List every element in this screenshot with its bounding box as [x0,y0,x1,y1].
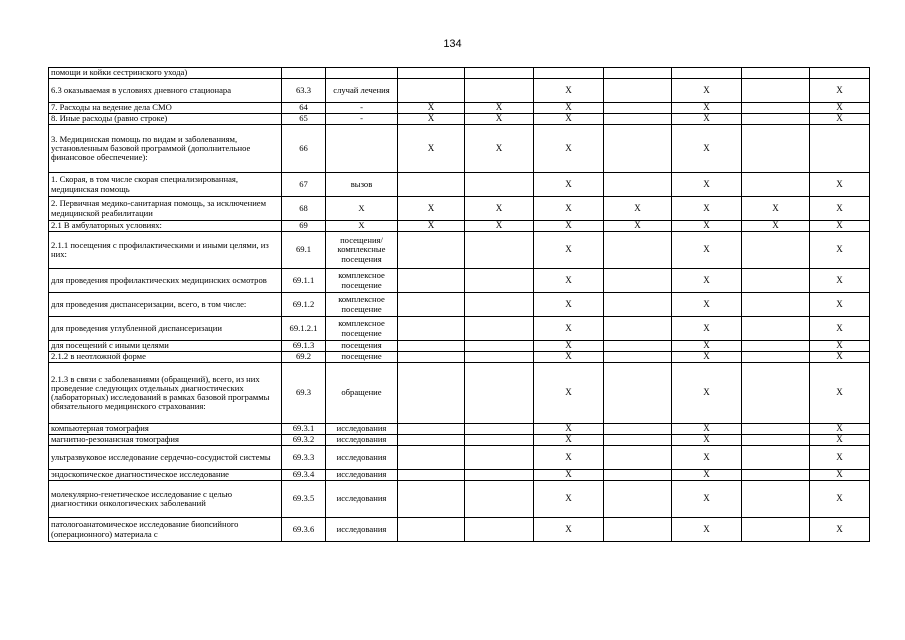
value-cell: X [672,424,742,435]
value-cell: X [742,197,810,221]
row-unit-cell [326,125,398,173]
value-cell: X [810,232,870,269]
table-row [49,352,870,363]
value-cell [742,114,810,125]
row-code-cell: 67 [282,173,326,197]
table-row [49,518,870,542]
value-cell: X [534,79,604,103]
row-name-cell: 1. Скорая, в том числе скорая специализированная, медицинская помощь [49,173,282,197]
value-cell [398,518,465,542]
value-cell [604,424,672,435]
row-unit-cell: исследования [326,424,398,435]
table-row [49,470,870,481]
row-unit-cell: посещения/комплексные посещения [326,232,398,269]
value-cell [398,435,465,446]
row-code-cell: 66 [282,125,326,173]
value-cell: X [672,363,742,424]
value-cell: X [534,352,604,363]
value-cell: X [465,114,534,125]
row-code-cell: 69.3.1 [282,424,326,435]
value-cell [398,481,465,518]
value-cell [465,68,534,79]
value-cell: X [534,317,604,341]
value-cell: X [810,317,870,341]
value-cell: X [534,232,604,269]
value-cell [604,114,672,125]
row-code-cell: 69.3.6 [282,518,326,542]
value-cell [742,68,810,79]
value-cell [465,341,534,352]
value-cell [810,68,870,79]
value-cell [465,232,534,269]
row-name-cell: 2.1.2 в неотложной форме [49,352,282,363]
row-name-cell: эндоскопическое диагностическое исследование [49,470,282,481]
value-cell: X [810,446,870,470]
value-cell [810,125,870,173]
table-row [49,68,870,79]
row-name-cell: 2.1.1 посещения с профилактическими и иными целями, из них: [49,232,282,269]
row-unit-cell: вызов [326,173,398,197]
value-cell [465,435,534,446]
value-cell: X [534,424,604,435]
value-cell [604,173,672,197]
row-name-cell: ультразвуковое исследование сердечно-сосудистой системы [49,446,282,470]
value-cell [742,518,810,542]
value-cell [398,232,465,269]
row-unit-cell: посещения [326,341,398,352]
value-cell: X [672,446,742,470]
value-cell [534,68,604,79]
value-cell: X [672,317,742,341]
value-cell: X [672,352,742,363]
data-table [48,67,870,542]
row-name-cell: для проведения углубленной диспансеризации [49,317,282,341]
row-unit-cell: исследования [326,446,398,470]
row-code-cell: 63.3 [282,79,326,103]
value-cell [604,446,672,470]
table-row [49,232,870,269]
value-cell: X [604,221,672,232]
row-code-cell: 69.3.2 [282,435,326,446]
value-cell [742,352,810,363]
value-cell: X [742,221,810,232]
value-cell [604,352,672,363]
value-cell: X [810,341,870,352]
value-cell: X [810,221,870,232]
value-cell [742,424,810,435]
table-row [49,363,870,424]
value-cell: X [810,197,870,221]
row-code-cell: 65 [282,114,326,125]
value-cell: X [810,79,870,103]
value-cell [672,68,742,79]
value-cell [604,341,672,352]
row-unit-cell [326,68,398,79]
value-cell: X [534,446,604,470]
table-row [49,293,870,317]
value-cell [465,481,534,518]
value-cell [742,269,810,293]
row-unit-cell: посещение [326,352,398,363]
value-cell [398,68,465,79]
value-cell [398,352,465,363]
row-unit-cell: комплексное посещение [326,293,398,317]
value-cell [398,269,465,293]
row-name-cell: 8. Иные расходы (равно строке) [49,114,282,125]
row-name-cell: для посещений с иными целями [49,341,282,352]
value-cell [604,481,672,518]
value-cell: X [810,114,870,125]
value-cell: X [398,103,465,114]
value-cell: X [672,173,742,197]
value-cell: X [672,435,742,446]
row-name-cell: 2.1.3 в связи с заболеваниями (обращений), всего, из них проведение следующих отдельных диагностических (лабораторных) исследований в рамках базовой программы обязательного медицинского страхования: [49,363,282,424]
value-cell [398,363,465,424]
value-cell [465,79,534,103]
row-name-cell: 2. Первичная медико-санитарная помощь, за исключением медицинской реабилитации [49,197,282,221]
value-cell [742,317,810,341]
value-cell: X [810,103,870,114]
value-cell [742,79,810,103]
value-cell: X [534,363,604,424]
value-cell [398,341,465,352]
value-cell: X [534,173,604,197]
value-cell [742,341,810,352]
value-cell: X [672,79,742,103]
value-cell: X [534,341,604,352]
value-cell: X [672,341,742,352]
value-cell [742,481,810,518]
value-cell [604,470,672,481]
value-cell [742,470,810,481]
value-cell: X [672,232,742,269]
table-row [49,481,870,518]
value-cell [742,103,810,114]
row-code-cell: 69.1.1 [282,269,326,293]
row-name-cell: компьютерная томография [49,424,282,435]
value-cell: X [672,197,742,221]
row-unit-cell: исследования [326,481,398,518]
value-cell [465,424,534,435]
table-row [49,341,870,352]
row-unit-cell: - [326,103,398,114]
row-code-cell: 69.1.3 [282,341,326,352]
table-row [49,173,870,197]
value-cell: X [534,518,604,542]
value-cell [465,470,534,481]
table-row [49,446,870,470]
row-unit-cell: комплексное посещение [326,317,398,341]
row-unit-cell: обращение [326,363,398,424]
value-cell: X [398,197,465,221]
value-cell: X [672,293,742,317]
row-unit-cell: - [326,114,398,125]
row-unit-cell: X [326,221,398,232]
table-row [49,221,870,232]
row-code-cell: 69.1 [282,232,326,269]
value-cell [465,352,534,363]
table-row [49,114,870,125]
row-name-cell: для проведения диспансеризации, всего, в том числе: [49,293,282,317]
value-cell [398,173,465,197]
value-cell: X [465,221,534,232]
value-cell: X [810,481,870,518]
value-cell: X [398,125,465,173]
value-cell [465,363,534,424]
row-code-cell: 69.3.5 [282,481,326,518]
value-cell: X [810,352,870,363]
table-row [49,435,870,446]
value-cell [465,317,534,341]
value-cell: X [398,114,465,125]
row-name-cell: 6.3 оказываемая в условиях дневного стационара [49,79,282,103]
row-code-cell: 69.3 [282,363,326,424]
value-cell: X [810,293,870,317]
row-name-cell: патологоанатомическое исследование биопсийного (операционного) материала с [49,518,282,542]
value-cell: X [604,197,672,221]
row-code-cell: 69.3.3 [282,446,326,470]
row-code-cell: 69.1.2.1 [282,317,326,341]
value-cell: X [465,197,534,221]
value-cell: X [810,173,870,197]
value-cell [742,293,810,317]
value-cell: X [810,424,870,435]
value-cell: X [672,470,742,481]
row-unit-cell: комплексное посещение [326,269,398,293]
value-cell [465,446,534,470]
value-cell: X [672,221,742,232]
row-code-cell: 64 [282,103,326,114]
value-cell [604,317,672,341]
row-unit-cell: исследования [326,518,398,542]
value-cell: X [534,103,604,114]
value-cell: X [672,269,742,293]
row-code-cell: 69.2 [282,352,326,363]
value-cell: X [810,518,870,542]
value-cell: X [534,197,604,221]
value-cell [742,125,810,173]
value-cell: X [465,103,534,114]
value-cell [604,269,672,293]
row-code-cell: 68 [282,197,326,221]
row-name-cell: молекулярно-генетическое исследование с целью диагностики онкологических заболеваний [49,481,282,518]
value-cell [742,435,810,446]
row-code-cell: 69.1.2 [282,293,326,317]
value-cell: X [465,125,534,173]
row-unit-cell: исследования [326,435,398,446]
row-name-cell: для проведения профилактических медицинских осмотров [49,269,282,293]
value-cell [398,79,465,103]
value-cell [604,363,672,424]
value-cell: X [810,269,870,293]
value-cell [604,68,672,79]
value-cell [465,293,534,317]
value-cell [604,435,672,446]
value-cell: X [672,114,742,125]
value-cell [604,518,672,542]
value-cell: X [534,221,604,232]
value-cell [742,232,810,269]
value-cell [742,363,810,424]
value-cell [604,103,672,114]
value-cell: X [534,470,604,481]
row-unit-cell: X [326,197,398,221]
value-cell: X [672,518,742,542]
table-row [49,79,870,103]
value-cell [604,79,672,103]
value-cell [604,232,672,269]
row-name-cell: 3. Медицинская помощь по видам и заболеваниям, установленным базовой программой (дополнительное финансовое обеспечение): [49,125,282,173]
value-cell: X [534,481,604,518]
value-cell: X [398,221,465,232]
value-cell [398,470,465,481]
value-cell [604,293,672,317]
row-code-cell [282,68,326,79]
row-code-cell: 69.3.4 [282,470,326,481]
table-row [49,317,870,341]
value-cell [742,173,810,197]
value-cell [742,446,810,470]
row-unit-cell: случай лечения [326,79,398,103]
row-name-cell: магнитно-резонансная томография [49,435,282,446]
table-body [49,68,870,542]
value-cell: X [672,481,742,518]
page-number: 134 [443,38,462,50]
value-cell [398,446,465,470]
value-cell: X [534,435,604,446]
value-cell: X [810,363,870,424]
row-name-cell: 2.1 В амбулаторных условиях: [49,221,282,232]
value-cell: X [672,103,742,114]
row-code-cell: 69 [282,221,326,232]
value-cell [398,293,465,317]
value-cell [465,173,534,197]
table-row [49,197,870,221]
value-cell [398,317,465,341]
value-cell: X [534,125,604,173]
table-row [49,269,870,293]
value-cell: X [534,293,604,317]
value-cell [604,125,672,173]
value-cell: X [672,125,742,173]
value-cell: X [534,269,604,293]
value-cell: X [810,470,870,481]
value-cell: X [534,114,604,125]
row-name-cell: помощи и койки сестринского ухода) [49,68,282,79]
value-cell: X [810,435,870,446]
table-row [49,125,870,173]
row-name-cell: 7. Расходы на ведение дела СМО [49,103,282,114]
table-row [49,424,870,435]
value-cell [398,424,465,435]
value-cell [465,518,534,542]
row-unit-cell: исследования [326,470,398,481]
table-row [49,103,870,114]
value-cell [465,269,534,293]
